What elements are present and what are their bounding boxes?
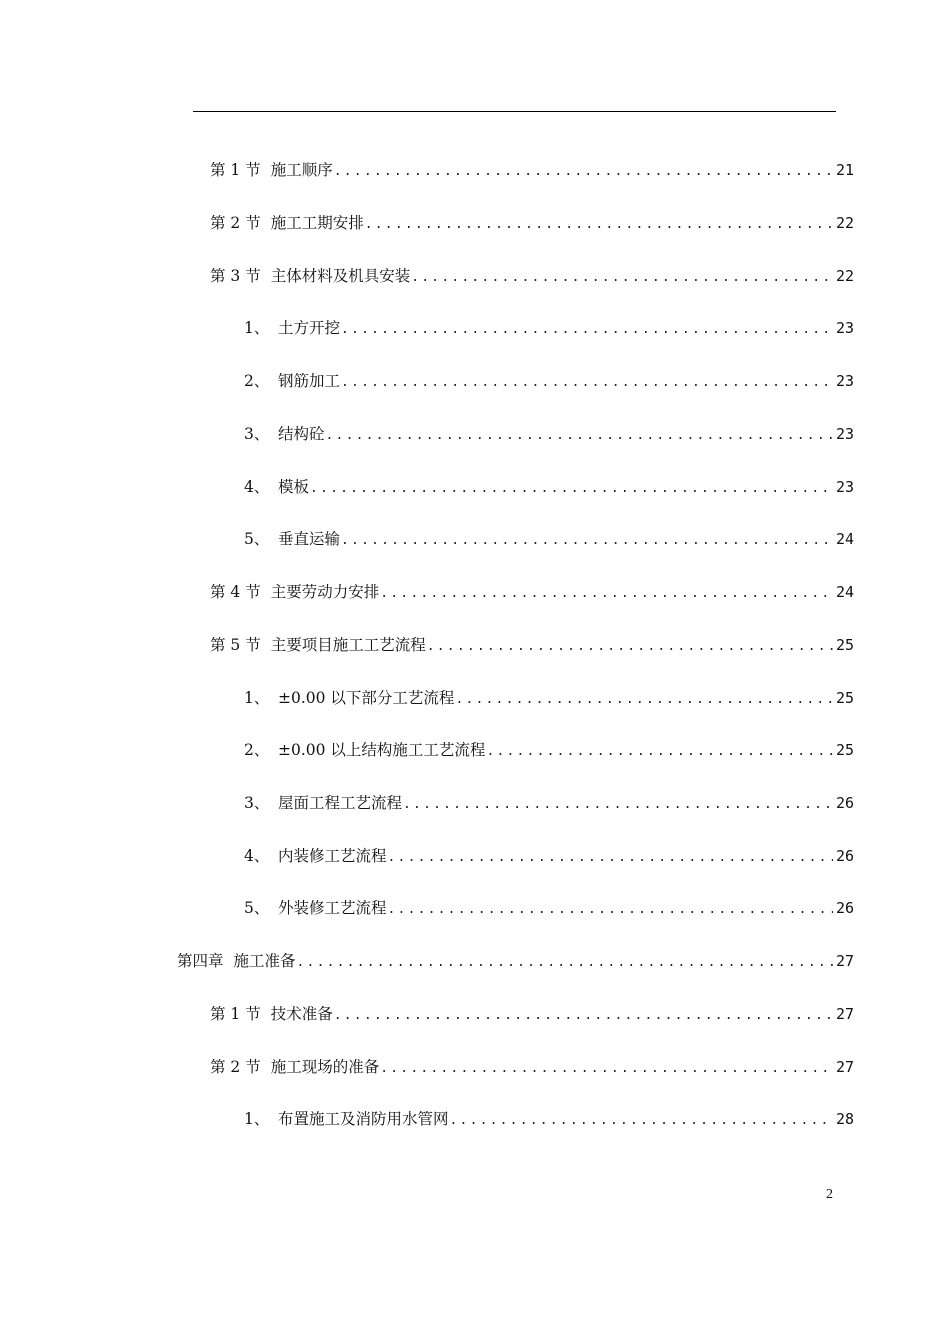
- toc-entry-page: 27: [835, 1058, 854, 1076]
- toc-entry[interactable]: [244, 738, 854, 762]
- toc-entry-label: [244, 316, 340, 340]
- toc-entry[interactable]: [210, 264, 854, 288]
- toc-entry-page: 25: [835, 636, 854, 654]
- toc-entry-label: [244, 475, 309, 499]
- toc-dot-leader: [388, 846, 833, 870]
- toc-dot-leader: [341, 529, 833, 553]
- toc-entry-page: 27: [835, 952, 854, 970]
- toc-dot-leader: [380, 582, 833, 606]
- toc-dot-leader: [455, 688, 833, 712]
- toc-entry-title: 施工准备: [233, 952, 296, 970]
- toc-entry-number: 2、: [244, 372, 270, 390]
- toc-dot-leader: [388, 898, 833, 922]
- toc-entry-label: [244, 369, 340, 393]
- toc-entry-label: [177, 949, 296, 973]
- toc-entry[interactable]: [244, 791, 854, 815]
- toc-entry-page: 24: [835, 530, 854, 548]
- toc-entry-title: 土方开挖: [278, 319, 341, 337]
- toc-dot-leader: [450, 1109, 833, 1133]
- toc-entry-label: [210, 1055, 379, 1079]
- toc-entry[interactable]: [244, 896, 854, 920]
- toc-entry-label: [244, 738, 485, 762]
- toc-entry-number: 第四章: [177, 952, 224, 970]
- toc-entry-page: 23: [835, 478, 854, 496]
- toc-entry[interactable]: [244, 1107, 854, 1131]
- toc-entry-number: 3、: [244, 794, 270, 812]
- page-number: 2: [826, 1187, 833, 1202]
- toc-entry-title: 布置施工及消防用水管网: [278, 1110, 449, 1128]
- toc-entry-label: [244, 422, 325, 446]
- toc-entry-page: 22: [835, 214, 854, 232]
- toc-entry-page: 23: [835, 425, 854, 443]
- toc-entry-page: 21: [835, 161, 854, 179]
- toc-entry-label: [244, 791, 402, 815]
- toc-entry-page: 28: [835, 1110, 854, 1128]
- toc-entry-title: 主要劳动力安排: [270, 583, 380, 601]
- toc-entry-number: 第 2 节: [210, 214, 261, 232]
- toc-entry-label: [210, 264, 410, 288]
- toc-entry-page: 26: [835, 847, 854, 865]
- toc-dot-leader: [326, 424, 833, 448]
- toc-entry-page: 24: [835, 583, 854, 601]
- toc-entry-number: 第 5 节: [210, 636, 261, 654]
- toc-entry[interactable]: [210, 580, 854, 604]
- toc-entry-number: 第 1 节: [210, 1005, 261, 1023]
- toc-entry-number: 第 3 节: [210, 267, 261, 285]
- toc-entry-page: 27: [835, 1005, 854, 1023]
- toc-entry-number: 1、: [244, 689, 270, 707]
- toc-entry-number: 第 4 节: [210, 583, 261, 601]
- toc-entry-label: [210, 1002, 333, 1026]
- toc-entry-title: ±0.00 以下部分工艺流程: [278, 689, 455, 707]
- toc-entry[interactable]: [244, 527, 854, 551]
- toc-entry-number: 3、: [244, 425, 270, 443]
- toc-dot-leader: [486, 740, 833, 764]
- toc-entry-title: 施工现场的准备: [270, 1058, 380, 1076]
- toc-dot-leader: [334, 1004, 833, 1028]
- toc-entry-number: 第 1 节: [210, 161, 261, 179]
- toc-entry[interactable]: [244, 369, 854, 393]
- toc-dot-leader: [334, 160, 833, 184]
- toc-entry-page: 26: [835, 794, 854, 812]
- toc-entry[interactable]: [244, 422, 854, 446]
- toc-entry-page: 22: [835, 267, 854, 285]
- toc-entry-title: 施工工期安排: [270, 214, 364, 232]
- toc-entry-title: 主体材料及机具安装: [270, 267, 411, 285]
- toc-entry-title: 内装修工艺流程: [278, 847, 387, 865]
- toc-entry-title: ±0.00 以上结构施工工艺流程: [278, 741, 486, 759]
- toc-entry[interactable]: [210, 633, 854, 657]
- toc-entry-page: 26: [835, 899, 854, 917]
- toc-entry[interactable]: [210, 158, 854, 182]
- toc-entry[interactable]: [244, 844, 854, 868]
- toc-entry[interactable]: [244, 686, 854, 710]
- toc-entry-number: 4、: [244, 847, 270, 865]
- toc-entry-label: [210, 211, 364, 235]
- toc-dot-leader: [341, 371, 833, 395]
- toc-entry[interactable]: [244, 475, 854, 499]
- toc-entry-number: 第 2 节: [210, 1058, 261, 1076]
- toc-entry-page: 23: [835, 372, 854, 390]
- toc-entry[interactable]: [177, 949, 854, 973]
- toc-entry-title: 模板: [278, 478, 310, 496]
- toc-dot-leader: [341, 318, 833, 342]
- toc-entry-label: [244, 1107, 449, 1131]
- toc-entry[interactable]: [210, 1055, 854, 1079]
- toc-entry[interactable]: [244, 316, 854, 340]
- toc-dot-leader: [411, 266, 833, 290]
- toc-dot-leader: [380, 1057, 833, 1081]
- toc-entry-title: 外装修工艺流程: [278, 899, 387, 917]
- toc-entry-number: 1、: [244, 1110, 270, 1128]
- toc-dot-leader: [427, 635, 833, 659]
- toc-entry-number: 2、: [244, 741, 270, 759]
- toc-entry-title: 主要项目施工工艺流程: [270, 636, 426, 654]
- toc-entry-page: 25: [835, 689, 854, 707]
- toc-entry-label: [210, 580, 379, 604]
- toc-entry-number: 1、: [244, 319, 270, 337]
- toc-dot-leader: [365, 213, 833, 237]
- toc-entry-number: 5、: [244, 530, 270, 548]
- toc-entry-label: [210, 633, 426, 657]
- toc-entry-page: 25: [835, 741, 854, 759]
- toc-dot-leader: [403, 793, 833, 817]
- toc-entry-title: 钢筋加工: [278, 372, 341, 390]
- toc-entry-title: 屋面工程工艺流程: [278, 794, 403, 812]
- toc-entry[interactable]: [210, 1002, 854, 1026]
- toc-entry-label: [244, 686, 454, 710]
- toc-entry-label: [210, 158, 333, 182]
- toc-entry-number: 4、: [244, 478, 270, 496]
- toc-entry-page: 23: [835, 319, 854, 337]
- toc-entry-label: [244, 527, 340, 551]
- toc-dot-leader: [297, 951, 833, 975]
- toc-entry-label: [244, 844, 387, 868]
- toc-entry-title: 施工顺序: [270, 161, 333, 179]
- toc-dot-leader: [310, 477, 833, 501]
- toc-entry-title: 垂直运输: [278, 530, 341, 548]
- toc-entry-number: 5、: [244, 899, 270, 917]
- toc-entry-title: 结构砼: [278, 425, 325, 443]
- toc-entry[interactable]: [210, 211, 854, 235]
- toc-entry-label: [244, 896, 387, 920]
- toc-entry-title: 技术准备: [270, 1005, 333, 1023]
